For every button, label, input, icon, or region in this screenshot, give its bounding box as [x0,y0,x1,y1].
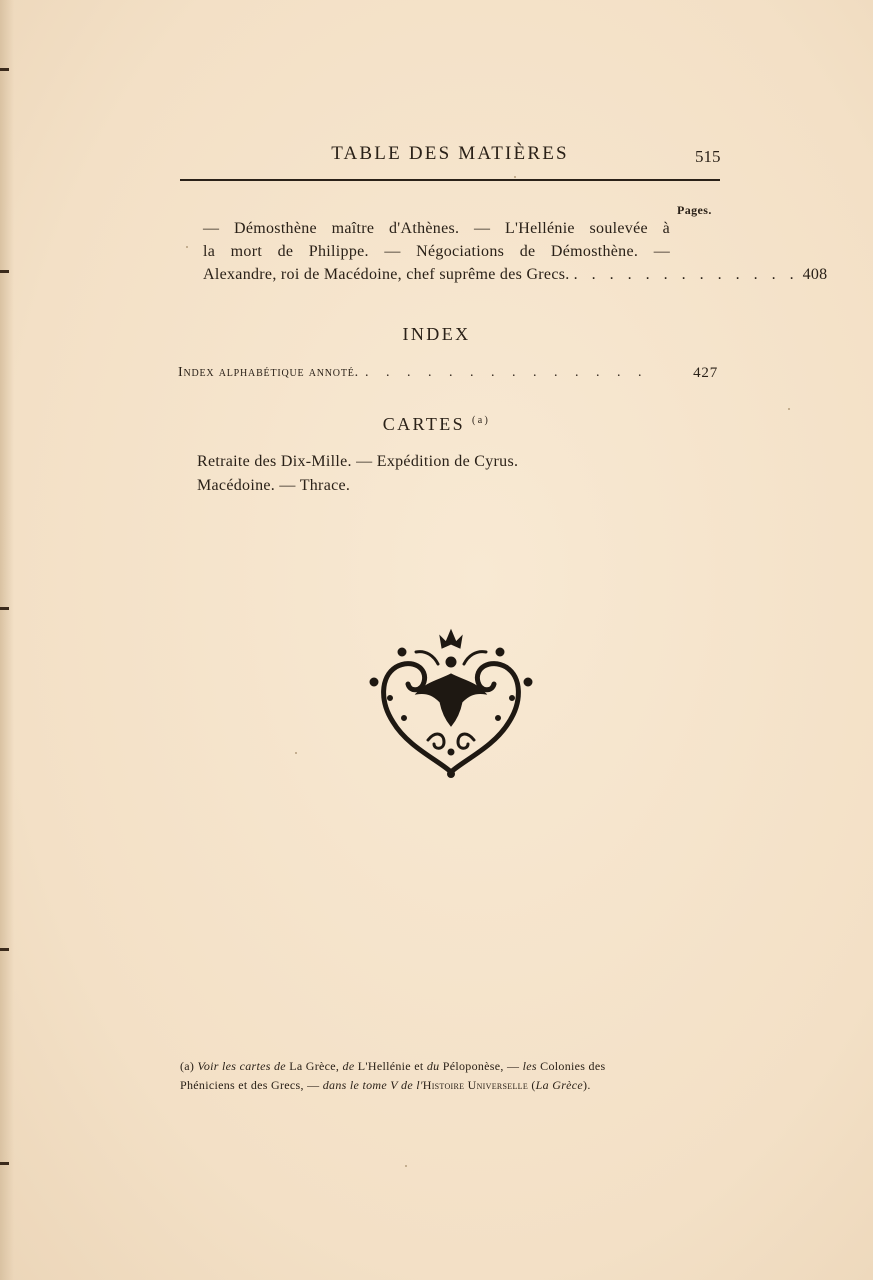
binding-thread-mark [0,68,9,71]
binding-thread-mark [0,270,9,273]
footnote-text: les [522,1059,537,1073]
binding-thread-mark [0,1162,9,1165]
running-header-title: TABLE DES MATIÈRES [331,143,569,164]
map-list-line: Retraite des Dix-Mille. — Expédition de Cyrus. [197,453,519,470]
binding-thread-mark [0,607,9,610]
footnote-text: La Grèce, [289,1059,340,1073]
page-gutter-shadow [0,0,14,1280]
paper-speck [186,246,188,248]
footnote-text: Voir les cartes de [197,1059,286,1073]
maps-heading-note: (a) [471,415,491,426]
header-rule [180,179,720,181]
footnote-text: Histoire Universelle [422,1078,529,1092]
paper-speck [514,176,516,178]
leader-dots: . . . . . . . . . . . . . [573,266,799,283]
pages-column-label: Pages. [677,203,712,217]
footnote-text: Phéniciens et des Grecs, — [180,1078,320,1092]
maps-heading [0,414,873,435]
footnote-text: ( [531,1078,536,1092]
footnote-line [180,1059,722,1074]
paper-speck [788,408,790,410]
toc-page-number: 408 [802,266,828,283]
footnote-line [180,1078,722,1093]
index-entry [178,365,718,382]
page-number: 515 [695,147,721,166]
toc-line [203,266,828,284]
toc-line: la mort de Philippe. — Négociations de Démosthène. — [203,243,670,260]
binding-thread-mark [0,948,9,951]
footnote-text: dans le tome V de l' [322,1078,423,1092]
index-entry-label: Index alphabétique annoté. [178,365,359,380]
footnote-text: L'Hellénie et [357,1059,424,1073]
fleuron-ornament-icon [368,622,534,778]
footnote-marker: (a) [180,1059,195,1073]
footnote-text: de [342,1059,355,1073]
footnote-text: du [426,1059,440,1073]
footnote-text: Colonies des [540,1059,606,1073]
maps-heading-text: CARTES [382,414,466,434]
paper-speck [405,1165,407,1167]
map-list-line: Macédoine. — Thrace. [197,477,351,494]
leader-dots: . . . . . . . . . . . . . . [364,365,649,380]
footnote-text: Péloponèse, — [442,1059,520,1073]
index-page-number: 427 [693,365,718,381]
footnote-text: ). [583,1078,591,1092]
toc-line-text: Alexandre, roi de Macédoine, chef suprême des Grecs. [203,266,570,283]
toc-line: — Démosthène maître d'Athènes. — L'Hellénie soulevée à [203,220,670,237]
footnote-text: La Grèce [535,1078,584,1092]
index-heading: INDEX [402,324,471,344]
paper-speck [295,752,297,754]
